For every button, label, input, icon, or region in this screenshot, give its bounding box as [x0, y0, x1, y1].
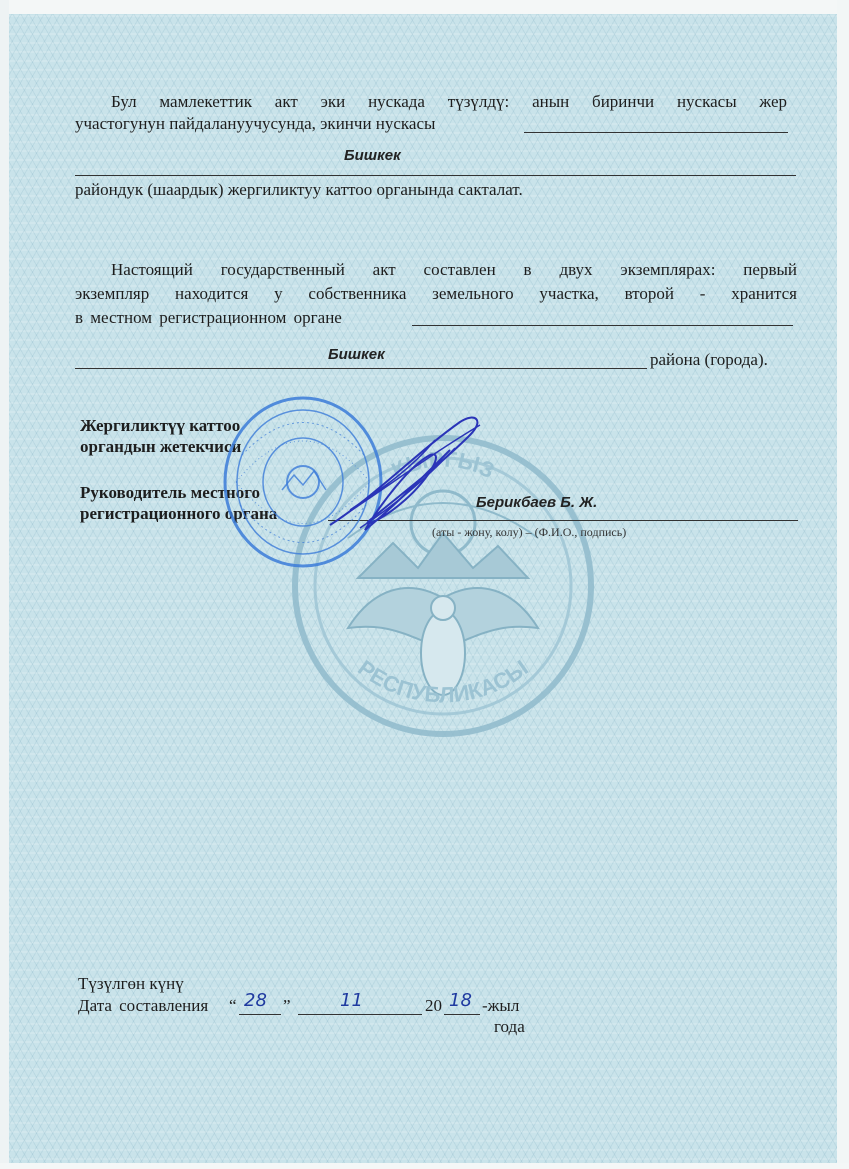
russian-paragraph-line-4-suffix: района (города).: [650, 350, 768, 369]
signatory-ru-title-2: регистрационного органа: [80, 504, 278, 523]
kyrgyz-paragraph-line-3: райондук (шаардык) жергиликтуу каттоо органында сакталат.: [75, 180, 523, 199]
russian-paragraph-line-2: экземпляр находится у собственника земельного участка, второй - хранится: [75, 284, 797, 303]
fill-line-4: [75, 368, 647, 369]
russian-paragraph-line-1: Настоящий государственный акт составлен в двух экземплярах: первый: [111, 260, 797, 279]
date-ky-year-word: -жыл: [482, 996, 520, 1015]
date-ru-label: Дата составления: [78, 996, 209, 1015]
date-year-prefix: 20: [425, 996, 442, 1015]
date-year-line: [444, 1014, 480, 1015]
fill-line-2: [75, 175, 796, 176]
date-month-line: [298, 1014, 422, 1015]
date-day: 28: [244, 990, 267, 1011]
signature-scribble-icon: [310, 410, 490, 540]
scan-edge-top: [0, 0, 849, 14]
fill-line-3: [412, 325, 793, 326]
date-ky-label: Түзүлгөн күнү: [78, 974, 184, 993]
date-close-quote: ”: [283, 996, 291, 1015]
scan-edge-left: [0, 0, 9, 1169]
signatory-name: Берикбаев Б. Ж.: [476, 494, 598, 511]
scan-edge-bottom: [0, 1163, 849, 1169]
signatory-ru-title-1: Руководитель местного: [80, 483, 260, 502]
date-open-quote: “: [229, 996, 237, 1015]
date-day-line: [239, 1014, 281, 1015]
emblem-top-text: КЫРГЫЗ: [387, 446, 499, 484]
date-ru-year-word: года: [494, 1017, 525, 1036]
filled-city-russian: Бишкек: [328, 346, 385, 363]
date-month: 11: [340, 990, 363, 1011]
signatory-ky-title-2: органдын жетекчиси: [80, 437, 242, 456]
signature-caption: (аты - жону, колу) – (Ф.И.О., подпись): [432, 525, 627, 539]
emblem-bottom-text: РЕСПУБЛИКАСЫ: [353, 654, 533, 708]
scan-edge-right: [837, 0, 849, 1169]
filled-city-kyrgyz: Бишкек: [344, 147, 401, 164]
fill-line-1: [524, 132, 788, 133]
kyrgyz-paragraph-line-2: участогунун пайдалануучусунда, экинчи нускасы: [75, 114, 436, 133]
russian-paragraph-line-3: в местном регистрационном органе: [75, 308, 342, 327]
date-year-suffix: 18: [449, 990, 472, 1011]
kyrgyz-paragraph-line-1: Бул мамлекеттик акт эки нускада түзүлдү: анын биринчи нускасы жер: [111, 92, 787, 111]
signatory-ky-title-1: Жергиликтүү каттоо: [80, 416, 241, 435]
